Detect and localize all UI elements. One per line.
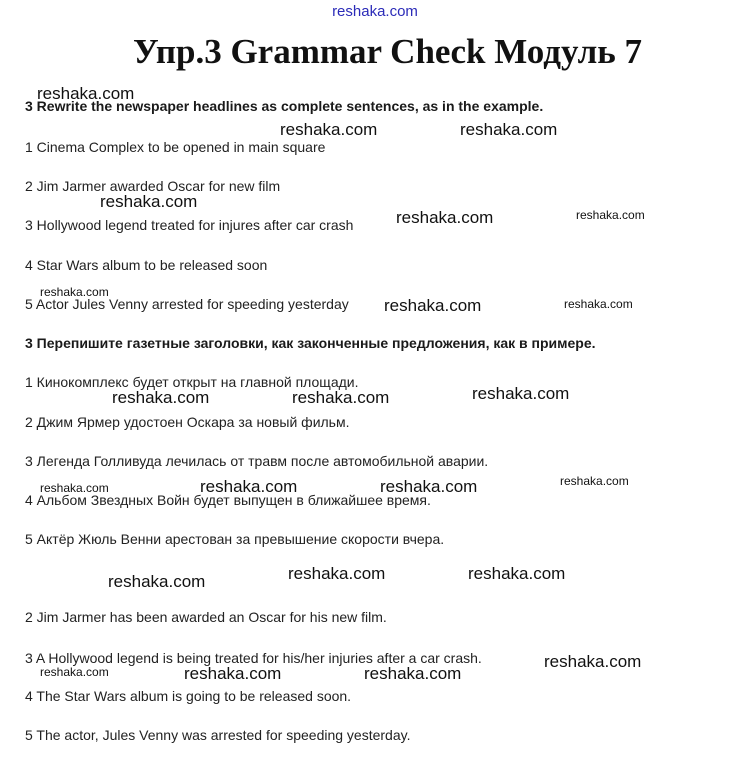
watermark: reshaka.com [380,477,478,496]
watermark: reshaka.com [396,208,494,227]
page-title: Упр.3 Grammar Check Модуль 7 [133,32,642,71]
site-link[interactable]: reshaka.com [332,3,418,20]
english-item-3: 3 Hollywood legend treated for injures after car crash [25,217,354,233]
english-item-4: 4 Star Wars album to be released soon [25,257,268,273]
watermark: reshaka.com [40,481,109,495]
english-task-heading: 3 Rewrite the newspaper headlines as complete sentences, as in the example. [25,98,544,114]
watermark: reshaka.com [40,665,109,679]
watermark: reshaka.com [200,477,298,496]
english-item-2: 2 Jim Jarmer awarded Oscar for new film [25,178,281,194]
watermark: reshaka.com [288,564,386,583]
answer-item-4: 4 The Star Wars album is going to be released soon. [25,688,352,704]
watermark: reshaka.com [460,120,558,139]
russian-task-heading: 3 Перепишите газетные заголовки, как законченные предложения, как в примере. [25,335,596,351]
answer-item-3: 3 A Hollywood legend is being treated for his/her injuries after a car crash. [25,650,482,666]
watermark: reshaka.com [384,296,482,315]
russian-item-4: 4 Альбом Звездных Войн будет выпущен в ближайшее время. [25,492,431,508]
watermark: reshaka.com [364,664,462,683]
russian-item-1: 1 Кинокомплекс будет открыт на главной площади. [25,374,359,390]
answer-item-5: 5 The actor, Jules Venny was arrested for speeding yesterday. [25,727,411,743]
answer-item-2: 2 Jim Jarmer has been awarded an Oscar for his new film. [25,609,387,625]
watermark: reshaka.com [112,388,210,407]
watermark: reshaka.com [184,664,282,683]
watermark: reshaka.com [100,192,198,211]
watermark: reshaka.com [576,208,645,222]
watermark: reshaka.com [108,572,206,591]
russian-item-3: 3 Легенда Голливуда лечилась от травм после автомобильной аварии. [25,453,489,469]
russian-item-2: 2 Джим Ярмер удостоен Оскара за новый фильм. [25,414,350,430]
watermark: reshaka.com [560,474,629,488]
watermark: reshaka.com [564,297,633,311]
english-item-5: 5 Actor Jules Venny arrested for speeding yesterday [25,296,349,312]
watermark: reshaka.com [468,564,566,583]
russian-item-5: 5 Актёр Жюль Венни арестован за превышение скорости вчера. [25,531,445,547]
watermark: reshaka.com [40,285,109,299]
watermark: reshaka.com [37,84,135,103]
watermark: reshaka.com [292,388,390,407]
watermark: reshaka.com [280,120,378,139]
watermark: reshaka.com [472,384,570,403]
english-item-1: 1 Cinema Complex to be opened in main square [25,139,326,155]
watermark: reshaka.com [544,652,642,671]
